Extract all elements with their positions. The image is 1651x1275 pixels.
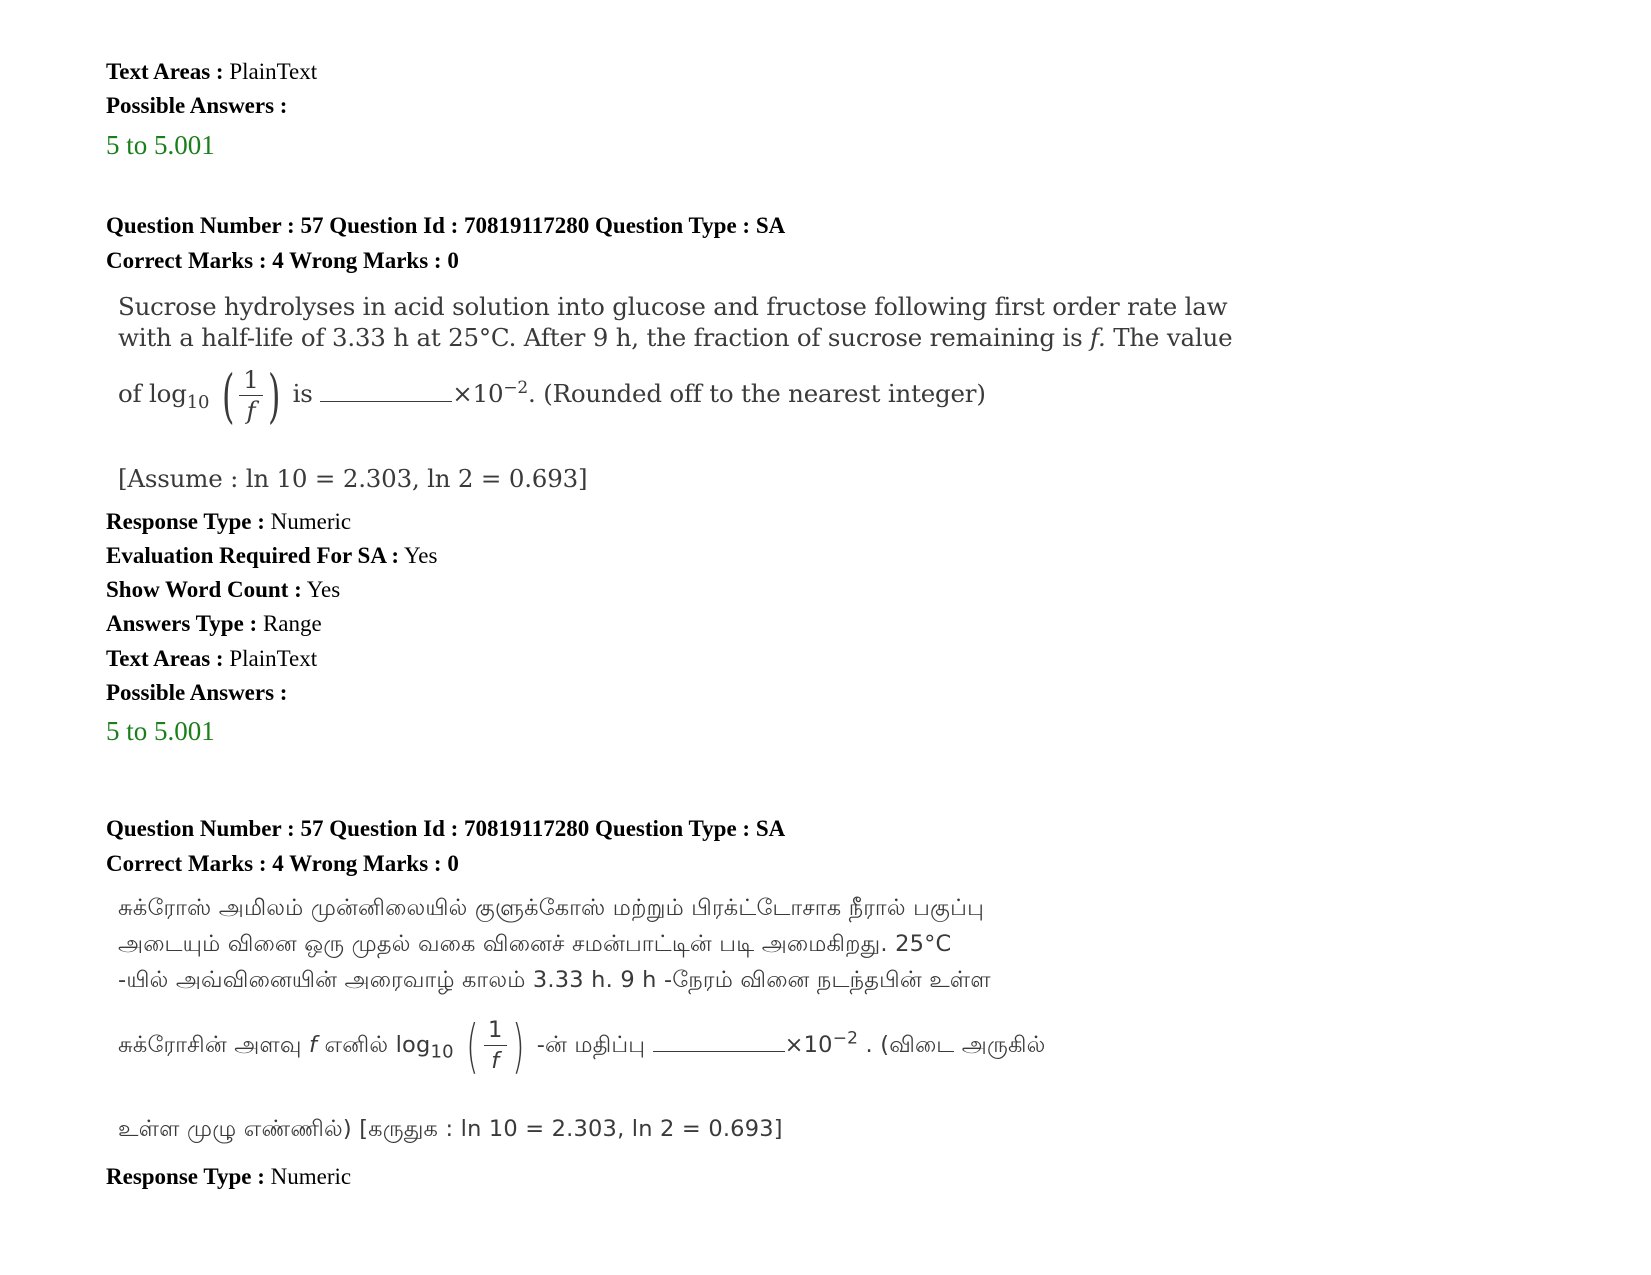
question-text-line: with a half-life of 3.33 h at 25°C. After 9 h, the fraction of sucrose remaining is f. The value [118, 323, 1233, 352]
possible-answers-label: Possible Answers : [106, 93, 288, 118]
evaluation-required-row: Evaluation Required For SA : Yes [106, 543, 438, 568]
response-type-row: Response Type : Numeric [106, 1164, 352, 1189]
possible-answers-row [106, 92, 287, 120]
show-word-count-row: Show Word Count : Yes [106, 577, 341, 602]
text-areas-label: Text Areas : [106, 59, 224, 84]
fraction: $\frac{1}{f}$ [239, 365, 262, 426]
question-marks: Correct Marks : 4 Wrong Marks : 0 [106, 851, 459, 876]
possible-answer-value: 5 to 5.001 [106, 716, 215, 746]
text-areas-value: PlainText [229, 59, 318, 84]
possible-answers-row: Possible Answers : [106, 680, 288, 705]
question-marks: Correct Marks : 4 Wrong Marks : 0 [106, 248, 459, 273]
question-formula-line: சுக்ரோசின் அளவு f எனில் $\log_{10}$ ( $\frac{1}{f}$ ) -ன் மதிப்பு $\times 10^{-2}$ . (விடை அருகில் [118, 1011, 1046, 1080]
answer-blank [653, 1037, 785, 1052]
answers-type-row: Answers Type : Range [106, 611, 322, 636]
question-text-line: அடையும் வினை ஒரு முதல் வகை வினைச் சமன்பாட்டின் படி அமைகிறது. 25°C [118, 931, 952, 957]
question-formula-line: of $\log_{10}$ ( $\frac{1}{f}$ ) is $\times 10^{-2}$. (Rounded off to the nearest integer) [118, 361, 986, 430]
question-text-line: Sucrose hydrolyses in acid solution into glucose and fructose following first order rate law [118, 292, 1228, 321]
possible-answer-value: 5 to 5.001 [106, 130, 215, 160]
question-text-line: சுக்ரோஸ் அமிலம் முன்னிலையில் குளுக்கோஸ் மற்றும் பிரக்ட்டோசாக நீரால் பகுப்பு [118, 895, 985, 921]
question-text-line: -யில் அவ்வினையின் அரைவாழ் காலம் 3.33 h. 9 h -நேரம் வினை நடந்தபின் உள்ள [118, 967, 991, 993]
text-areas-row [106, 58, 317, 86]
response-type-row: Response Type : Numeric [106, 509, 352, 534]
text-areas-row: Text Areas : PlainText [106, 646, 318, 671]
answer-blank [320, 387, 452, 402]
question-assume-line: உள்ள முழு எண்ணில்) [கருதுக : ln 10 = 2.303, ln 2 = 0.693] [118, 1116, 783, 1142]
question-header: Question Number : 57 Question Id : 70819117280 Question Type : SA [106, 213, 786, 238]
question-assume-line: [Assume : ln 10 = 2.303, ln 2 = 0.693] [118, 464, 588, 493]
fraction: $\frac{1}{f}$ [484, 1015, 507, 1076]
question-header: Question Number : 57 Question Id : 70819117280 Question Type : SA [106, 816, 786, 841]
